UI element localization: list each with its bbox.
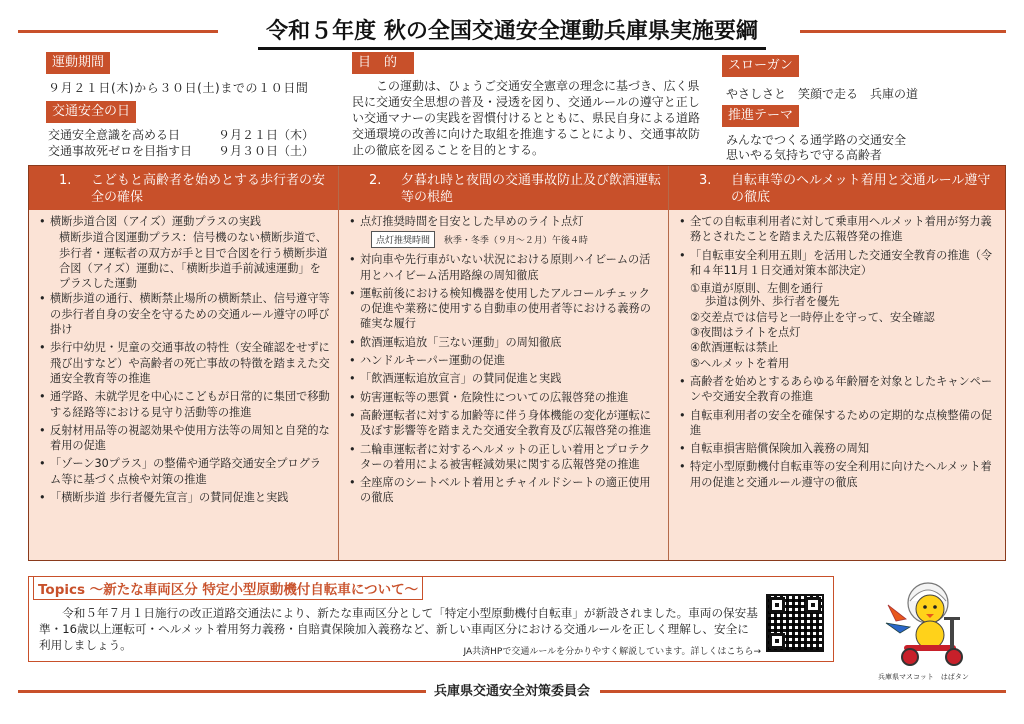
qr-corner	[769, 633, 785, 649]
list-item: ②交差点では信号と一時停止を守って、安全確認	[690, 310, 935, 324]
list-item: • 飲酒運転追放「三ない運動」の周知徹底	[349, 335, 660, 350]
list-item: ⑤ヘルメットを着用	[690, 356, 790, 370]
measure-column-3	[668, 166, 1005, 560]
title-block	[0, 14, 1024, 50]
list-item: • 全ての自転車利用者に対して乗車用ヘルメット着用が努力義務とされたことを踏まえた広報啓発の推進	[679, 214, 997, 245]
column-2-list	[339, 210, 668, 506]
column-3-number: 3.	[699, 173, 712, 188]
column-2-title: 夕暮れ時と夜間の交通事故防止及び飲酒運転等の根絶	[401, 173, 662, 205]
column-1-title: こどもと高齢者を始めとする歩行者の安全の確保	[91, 173, 326, 205]
topics-text: 令和５年７月１日施行の改正道路交通法により、新たな車両区分として「特定小型原動機付自転車」が新設されました。車両の保安基準・16歳以上運転可・ヘルメット着用努力義務・自賠責保険加入義務など、新しい車両区分における交通ルールを正しく理解し、安全に利用しましょう。	[39, 606, 758, 652]
topics-link-note[interactable]: JA共済HPで交通ルールを分かりやすく解説しています。詳しくはこちら→	[463, 647, 761, 657]
column-3-title: 自転車等のヘルメット着用と交通ルール遵守の徹底	[731, 173, 991, 205]
list-item: • 自転車損害賠償保険加入義務の周知	[679, 441, 997, 456]
list-item: • 歩行中幼児・児童の交通事故の特性（安全確認をせずに飛び出すなど）や高齢者の死亡事故の特徴を踏まえた交通安全教育等の推進	[39, 340, 330, 386]
slogan-label: スローガン	[722, 55, 799, 77]
list-item: • 点灯推奨時間を目安とした早めのライト点灯	[349, 214, 660, 229]
badge-label: 点灯推奨時間	[371, 231, 435, 248]
list-item: • 高齢者を始めとするあらゆる年齢層を対象としたキャンペーンや交通安全教育の推進	[679, 374, 997, 405]
footer-block	[0, 680, 1024, 699]
topics-heading: Topics ～新たな車両区分 特定小型原動機付自転車について～	[33, 576, 423, 600]
list-item: • 「横断歩道 歩行者優先宣言」の賛同促進と実践	[39, 490, 330, 505]
page-title: 令和５年度 秋の全国交通安全運動兵庫県実施要綱	[258, 14, 766, 50]
theme-label: 推進テーマ	[722, 105, 799, 127]
list-item: • 「ゾーン30プラス」の整備や通学路交通安全プログラム等に基づく点検や対策の推進	[39, 456, 330, 487]
period-label: 運動期間	[46, 52, 110, 74]
theme-line-1: みんなでつくる通学路の交通安全	[726, 133, 907, 147]
column-3-heading	[669, 166, 1005, 210]
lighting-time-badge	[371, 231, 660, 248]
list-item: • 高齢運転者に対する加齢等に伴う身体機能の変化が運転に及ぼす影響等を踏まえた交通安全教育及び広報啓発の推進	[349, 408, 660, 439]
list-item: • 特定小型原動機付自転車等の安全利用に向けたヘルメット着用の促進と交通ルール遵守の徹底	[679, 459, 997, 490]
list-item: • 横断歩道合図（アイズ）運動プラスの実践	[39, 214, 330, 229]
badge-value: 秋季・冬季（９月～２月）午後４時	[443, 236, 588, 247]
slogan-text: やさしさと 笑顔で走る 兵庫の道	[726, 87, 919, 101]
measures-grid	[28, 165, 1006, 561]
mascot-caption: 兵庫県マスコット はばタン	[878, 673, 969, 681]
list-item: ③夜間はライトを点灯	[690, 326, 801, 340]
footer-organization: 兵庫県交通安全対策委員会	[426, 684, 598, 699]
safety-day-2-date: ９月３０日（土）	[218, 144, 315, 158]
list-item: • 横断歩道の通行、横断禁止場所の横断禁止、信号遵守等の歩行者自身の安全を守るための交通ルール遵守の呼び掛け	[39, 291, 330, 337]
column-2-number: 2.	[369, 173, 382, 188]
list-item: ①車道が原則、左側を通行	[690, 282, 824, 296]
measure-column-2	[338, 166, 668, 560]
list-item: • 「飲酒運転追放宣言」の賛同促進と実践	[349, 371, 660, 386]
safety-day-2-name: 交通事故死ゼロを目指す日	[48, 144, 193, 158]
topics-box	[28, 576, 834, 662]
column-1-heading	[29, 166, 338, 210]
measure-column-1	[29, 166, 338, 560]
column-2-heading	[339, 166, 668, 210]
list-item: • 反射材用品等の視認効果や使用方法等の周知と自発的な着用の促進	[39, 423, 330, 454]
list-item: ④飲酒運転は禁止	[690, 341, 779, 355]
qr-corner	[769, 597, 785, 613]
qr-code-icon[interactable]	[766, 594, 824, 652]
list-item: • 自転車利用者の安全を確保するための定期的な点検整備の促進	[679, 408, 997, 439]
mascot-scooter-icon	[866, 575, 986, 670]
column-1-number: 1.	[59, 173, 72, 188]
safety-day-1-name: 交通安全意識を高める日	[48, 128, 181, 142]
list-item: • 二輪車運転者に対するヘルメットの正しい着用とプロテクターの着用による被害軽減効果に関する広報啓発の推進	[349, 442, 660, 473]
purpose-label: 目 的	[352, 52, 414, 74]
period-text: ９月２１日(木)から３０日(土)までの１０日間	[48, 81, 309, 95]
list-item: • 全座席のシートベルト着用とチャイルドシートの適正使用の徹底	[349, 475, 660, 506]
list-item: • 「自転車安全利用五則」を活用した交通安全教育の推進（令和４年11月１日交通対策本部決定）	[679, 248, 997, 279]
list-item: • 運転前後における検知機器を使用したアルコールチェックの促進や業務に使用する自動車の使用者等における義務の確実な履行	[349, 286, 660, 332]
safety-day-1-date: ９月２１日（木）	[218, 128, 315, 142]
purpose-body	[352, 78, 707, 158]
column-1-list	[29, 210, 338, 505]
list-item: • ハンドルキーパー運動の促進	[349, 353, 660, 368]
column-3-list	[669, 210, 1005, 490]
list-item: • 対向車や先行車がいない状況における原則ハイビームの活用とハイビーム活用路線の周知徹底	[349, 252, 660, 283]
list-item: 歩道は例外、歩行者を優先	[705, 295, 840, 309]
theme-line-2: 思いやる気持ちで守る高齢者	[726, 148, 882, 162]
list-item: • 妨害運転等の悪質・危険性についての広報啓発の推進	[349, 390, 660, 405]
safety-days-label: 交通安全の日	[46, 101, 136, 123]
qr-corner	[805, 597, 821, 613]
list-item: • 通学路、未就学児を中心にこどもが日常的に集団で移動する経路等における見守り活動等の推進	[39, 389, 330, 420]
list-item: 横断歩道合図運動プラス：信号機のない横断歩道で、歩行者・運転者の双方が手と目で合図を行う横断歩道合図（アイズ）運動に、「横断歩道手前減速運動」をプラスした運動	[59, 231, 328, 291]
purpose-text: この運動は、ひょうご交通安全憲章の理念に基づき、広く県民に交通安全思想の普及・浸透を図り、交通ルールの遵守と正しい交通マナーの実践を習慣付けるとともに、県民自身による道路交通環境の改善に向けた取組を推進することにより、交通事故防止の徹底を図ることを目的とする。	[352, 79, 701, 157]
